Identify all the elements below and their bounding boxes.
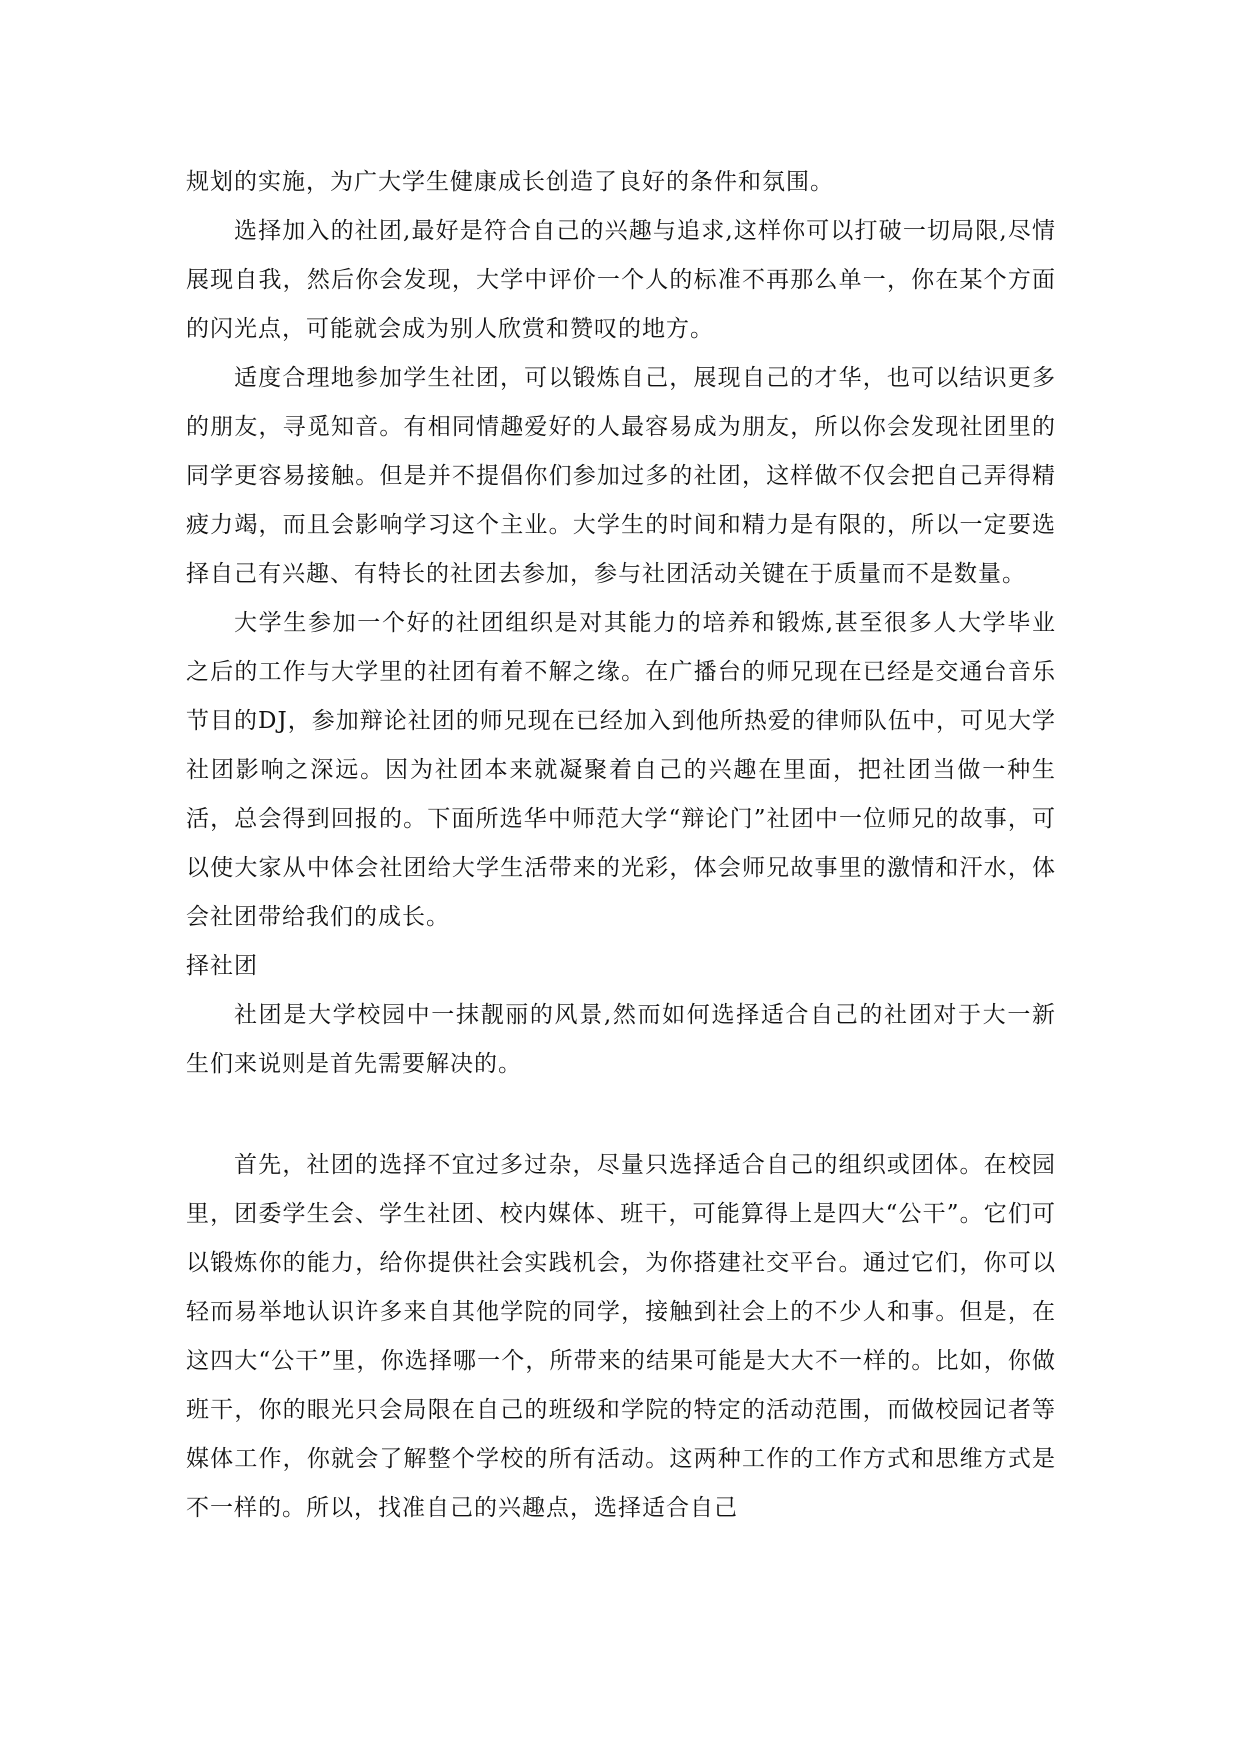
paragraph-first-not-too-many: 首先，社团的选择不宜过多过杂，尽量只选择适合自己的组织或团体。在校园里，团委学生会、学生社团、校内媒体、班干，可能算得上是四大“公干”。它们可以锻炼你的能力，给你提供社会实践机会，为你搭建社交平台。通过它们，你可以轻而易举地认识许多来自其他学院的同学，接触到社会上的不少人和事。但是，在这四大“公干”里，你选择哪一个，所带来的结果可能是大大不一样的。比如，你做班干，你的眼光只会局限在自己的班级和学院的特定的活动范围，而做校园记者等媒体工作，你就会了解整个学校的所有活动。这两种工作的工作方式和思维方式是不一样的。所以，找准自己的兴趣点，选择适合自己 bbox=[186, 1152, 1056, 1521]
paragraph-club-scenery: 社团是大学校园中一抹靓丽的风景,然而如何选择适合自己的社团对于大一新生们来说则是首先需要解决的。 bbox=[186, 1002, 1056, 1077]
paragraph-continuation: 规划的实施，为广大学生健康成长创造了良好的条件和氛围。 bbox=[186, 169, 834, 195]
paragraph-choose-club-interest: 选择加入的社团,最好是符合自己的兴趣与追求,这样你可以打破一切局限,尽情展现自我，然后你会发现，大学中评价一个人的标准不再那么单一，你在某个方面的闪光点，可能就会成为别人欣赏和赞叹的地方。 bbox=[186, 218, 1056, 342]
paragraph-moderate-participation: 适度合理地参加学生社团，可以锻炼自己，展现自己的才华，也可以结识更多的朋友，寻觅知音。有相同情趣爱好的人最容易成为朋友，所以你会发现社团里的同学更容易接触。但是并不提倡你们参加过多的社团，这样做不仅会把自己弄得精疲力竭，而且会影响学习这个主业。大学生的时间和精力是有限的，所以一定要选择自己有兴趣、有特长的社团去参加，参与社团活动关键在于质量而不是数量。 bbox=[186, 365, 1056, 587]
section-heading: 择社团 bbox=[186, 953, 258, 979]
blank-line bbox=[186, 1089, 1056, 1141]
document-page bbox=[186, 158, 1056, 1533]
paragraph-club-career-influence: 大学生参加一个好的社团组织是对其能力的培养和锻炼,甚至很多人大学毕业之后的工作与大学里的社团有着不解之缘。在广播台的师兄现在已经是交通台音乐节目的DJ，参加辩论社团的师兄现在已经加入到他所热爱的律师队伍中，可见大学社团影响之深远。因为社团本来就凝聚着自己的兴趣在里面，把社团当做一种生活，总会得到回报的。下面所选华中师范大学“辩论门”社团中一位师兄的故事，可以使大家从中体会社团给大学生活带来的光彩，体会师兄故事里的激情和汗水，体会社团带给我们的成长。 bbox=[186, 610, 1056, 930]
